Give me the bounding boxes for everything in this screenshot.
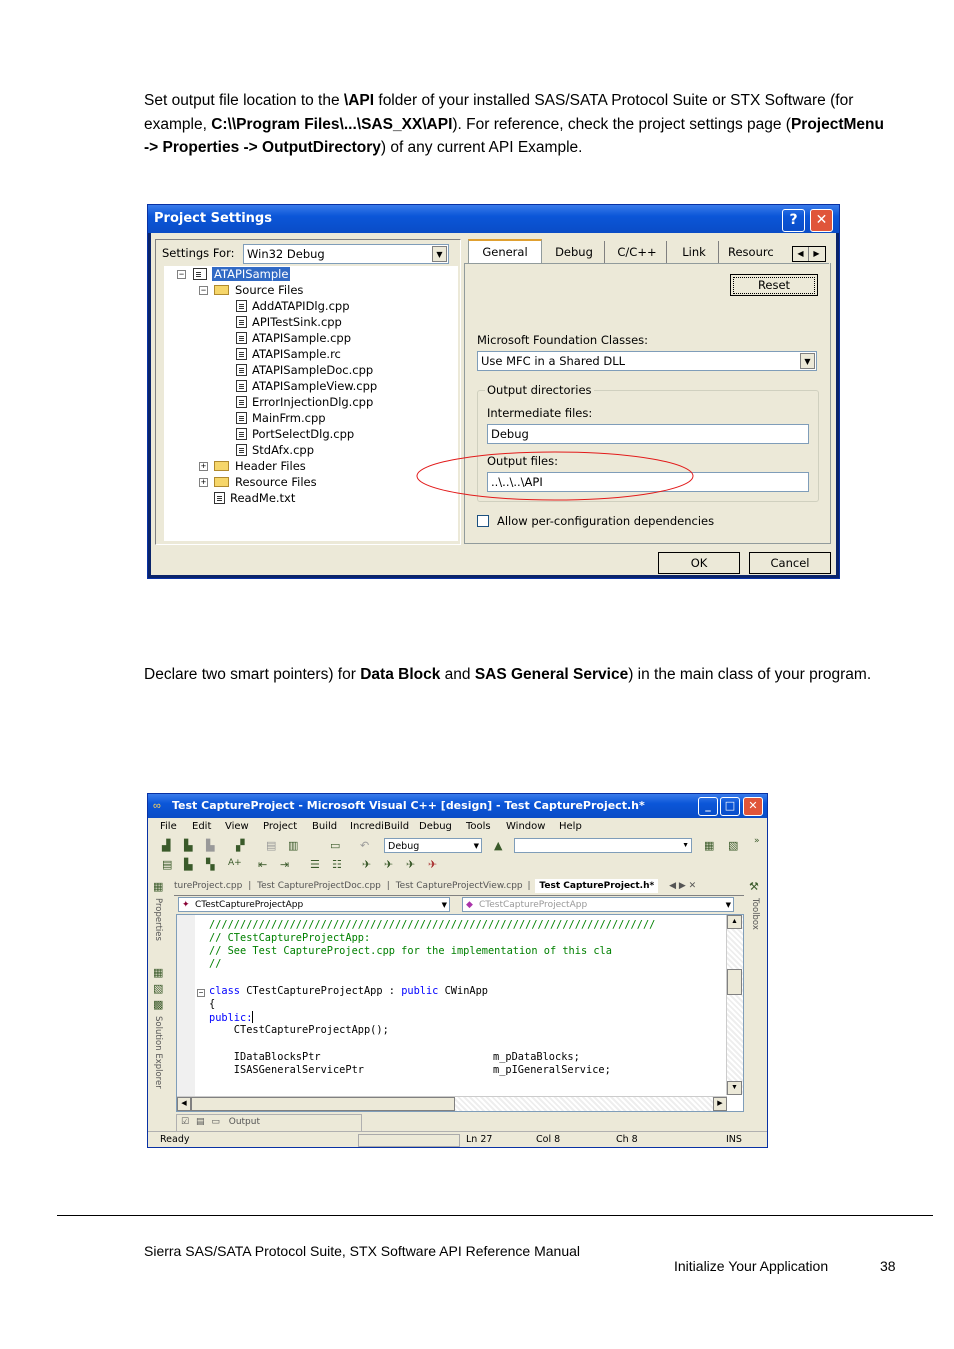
settings-for-label: Settings For: <box>162 246 235 260</box>
tree-file-label: MainFrm.cpp <box>252 411 326 425</box>
status-char: Ch 8 <box>616 1134 638 1145</box>
editor-gutter <box>177 915 195 1111</box>
tab-resource[interactable]: Resourc <box>728 245 774 259</box>
solution-dock-icon-1[interactable]: ▦ <box>153 966 164 979</box>
save-all-icon[interactable]: ▥ <box>288 839 299 852</box>
bottom-tabs <box>176 1114 362 1132</box>
tab-scroll[interactable] <box>792 246 826 262</box>
code-line: // <box>209 958 222 970</box>
collapse-icon[interactable]: − <box>178 269 185 279</box>
solution-explorer-icon[interactable]: ▦ <box>704 839 715 852</box>
object-browser-icon[interactable]: ▚ <box>206 858 215 871</box>
class-combo[interactable] <box>178 897 450 912</box>
reset-button[interactable] <box>730 274 818 296</box>
project-settings-dialog <box>147 204 840 579</box>
code-line: m_pDataBlocks; <box>493 1051 580 1063</box>
comment-icon[interactable]: ☰ <box>310 858 320 871</box>
data-block-term: Data Block <box>360 666 441 683</box>
intro-text: ) of any current API Example. <box>380 139 583 156</box>
toolbars <box>148 834 767 876</box>
maximize-icon: □ <box>724 799 736 812</box>
close-button[interactable] <box>810 209 833 232</box>
command-window-icon[interactable]: ▤ <box>195 1117 205 1127</box>
cancel-button[interactable]: Cancel <box>749 552 831 574</box>
tree-resource-files[interactable] <box>214 475 317 489</box>
intro-paragraph <box>144 89 884 160</box>
tab-nav-icon[interactable]: ◀ ▶ ✕ <box>669 881 697 891</box>
find-combo[interactable] <box>514 838 692 853</box>
tab-general[interactable]: General <box>468 239 542 263</box>
menu-help[interactable]: Help <box>559 821 582 832</box>
mfc-value: Use MFC in a Shared DLL <box>481 354 626 368</box>
tree-source-files-label: Source Files <box>235 283 304 297</box>
middle-text: Declare two smart pointers) for <box>144 666 361 683</box>
h-scroll-thumb[interactable] <box>191 1097 455 1111</box>
scroll-left-icon[interactable]: ◀ <box>177 1097 191 1111</box>
menu-edit[interactable]: Edit <box>192 821 212 832</box>
status-ins: INS <box>726 1134 742 1145</box>
next-bookmark-icon[interactable]: ✈ <box>384 858 394 871</box>
tree-file-label: StdAfx.cpp <box>252 443 314 457</box>
allow-checkbox[interactable] <box>477 515 489 527</box>
keyword: public: <box>209 1012 253 1024</box>
tree-header-files-label: Header Files <box>235 459 306 473</box>
cpp-file-icon <box>236 444 247 456</box>
add-item-icon[interactable]: ▙ <box>184 839 193 852</box>
intro-text: ). For reference, check the project settings page ( <box>452 115 791 133</box>
menu-tools[interactable]: Tools <box>466 821 491 832</box>
status-line: Ln 27 <box>466 1134 493 1145</box>
config-value: Debug <box>388 841 420 852</box>
solution-dock-icon-2[interactable]: ▧ <box>153 982 164 995</box>
menu-project[interactable]: Project <box>263 821 298 832</box>
keyword: class <box>209 985 240 997</box>
vertical-scrollbar[interactable] <box>726 915 743 1095</box>
tree-header-files[interactable] <box>214 459 306 473</box>
intermediate-files-label: Intermediate files: <box>487 406 593 420</box>
intro-api-folder: \API <box>343 92 375 109</box>
tree-file-label: ATAPISampleDoc.cpp <box>252 363 374 377</box>
reset-label: Reset <box>733 277 815 294</box>
menu-build[interactable]: Build <box>312 821 338 832</box>
class-icon: ✦ <box>182 900 190 910</box>
vs-app-icon: ∞ <box>153 800 161 812</box>
minimize-icon: _ <box>705 799 711 812</box>
maximize-button[interactable] <box>720 797 740 816</box>
tree-file-item[interactable] <box>236 347 341 361</box>
vs-title: Test CaptureProject - Microsoft Visual C++ [design] - Test CaptureProject.h* <box>148 794 767 818</box>
allow-label: Allow per-configuration dependencies <box>497 514 715 528</box>
code-line: CTestCaptureProjectApp(); <box>209 1024 389 1036</box>
code-editor[interactable] <box>176 914 744 1112</box>
tree-file-item[interactable] <box>236 395 373 409</box>
intro-example-path: C:\\Program Files\...\SAS_XX\API <box>211 115 453 133</box>
settings-for-value: Win32 Debug <box>247 247 325 261</box>
close-icon: ✕ <box>815 212 828 228</box>
tree-file-item[interactable] <box>236 443 314 457</box>
tree-root-label: ATAPISample <box>214 267 289 281</box>
tree-root[interactable] <box>193 267 290 281</box>
document-tabs: tureProject.cpp | Test CaptureProjectDoc.cpp | Test CaptureProjectView.cpp | Test CaptureProject.h* ◀ ▶ ✕ <box>174 878 744 896</box>
resource-view-icon[interactable]: ▙ <box>184 858 193 871</box>
properties-dock-tab[interactable]: Properties <box>153 898 163 941</box>
expand-icon[interactable]: + <box>200 461 207 471</box>
tab-cpp[interactable]: C/C++ <box>608 241 667 263</box>
copy-icon[interactable]: ▤ <box>266 839 277 852</box>
menu-window[interactable]: Window <box>506 821 546 832</box>
tree-file-item[interactable] <box>236 363 373 377</box>
vs-close-button[interactable] <box>743 797 763 816</box>
footer-page-number: 38 <box>880 1258 896 1274</box>
status-ready: Ready <box>160 1134 190 1145</box>
text-file-icon <box>214 492 225 504</box>
general-service-term: SAS General Service <box>474 666 629 683</box>
open-folder-icon[interactable]: ▭ <box>330 839 341 852</box>
project-icon <box>193 268 207 280</box>
footer-rule <box>57 1215 933 1216</box>
tree-readme-label: ReadMe.txt <box>230 491 296 505</box>
middle-text: ) in the main class of your program. <box>628 666 872 683</box>
code-line: ISASGeneralServicePtr <box>209 1064 364 1076</box>
member-combo-value: CTestCaptureProjectApp <box>479 900 588 910</box>
left-dock-strip <box>150 878 170 1112</box>
chevron-down-icon: ▼ <box>682 842 689 849</box>
output-tab[interactable]: Output <box>228 1117 260 1127</box>
clear-bookmarks-icon[interactable]: ✈ <box>428 858 438 871</box>
intro-text: Set output file location to the <box>144 92 344 109</box>
status-column: Col 8 <box>536 1134 561 1145</box>
keyword: public <box>401 985 439 997</box>
scroll-thumb[interactable] <box>727 969 742 995</box>
status-progress <box>358 1134 460 1147</box>
task-list-icon[interactable]: ☑ <box>181 1117 190 1127</box>
properties-icon[interactable]: ▧ <box>728 839 739 852</box>
cpp-file-icon <box>236 316 247 328</box>
tree-file-label: ATAPISampleView.cpp <box>252 379 378 393</box>
arrow-right-icon[interactable]: ▶ <box>813 249 820 258</box>
cpp-file-icon <box>236 412 247 424</box>
help-button[interactable] <box>782 209 805 232</box>
tree-file-label: PortSelectDlg.cpp <box>252 427 355 441</box>
class-combo-value: CTestCaptureProjectApp <box>195 900 304 910</box>
bookmark-icon[interactable]: ✈ <box>362 858 372 871</box>
undo-icon[interactable]: ↶ <box>360 839 370 852</box>
font-icon[interactable]: A+ <box>228 858 242 868</box>
solution-explorer-dock-tab[interactable]: Solution Explorer <box>153 1016 163 1089</box>
tree-file-item[interactable] <box>236 427 354 441</box>
tree-file-label: ATAPISample.rc <box>252 347 341 361</box>
right-dock-strip <box>746 878 766 938</box>
tree-resource-files-label: Resource Files <box>235 475 317 489</box>
red-highlight-ellipse <box>414 449 696 503</box>
code-line: // CTestCaptureProjectApp: <box>209 932 371 944</box>
collapse-icon[interactable]: − <box>200 285 207 295</box>
code-line: m_pIGeneralService; <box>493 1064 611 1076</box>
cpp-file-icon <box>236 348 247 360</box>
folder-icon <box>214 477 229 487</box>
text-cursor <box>252 1011 253 1023</box>
close-icon: ✕ <box>748 799 758 812</box>
indent-icon[interactable]: ⇥ <box>280 858 290 871</box>
dialog-title: Project Settings <box>148 205 839 233</box>
chevron-down-icon[interactable]: ▼ <box>800 353 815 369</box>
toolbox-dock-tab[interactable]: Toolbox <box>750 898 760 930</box>
tab-strip <box>464 239 829 264</box>
status-bar <box>148 1131 767 1147</box>
chevron-down-icon[interactable]: ▼ <box>432 246 447 262</box>
code-line: IDataBlocksPtr <box>209 1051 321 1063</box>
tree-file-label: AddATAPIDlg.cpp <box>252 299 350 313</box>
middle-paragraph <box>144 663 884 687</box>
output-files-label: Output files: <box>487 454 558 468</box>
folder-icon <box>214 461 229 471</box>
tree-file-item[interactable] <box>236 331 351 345</box>
code-line: { <box>209 998 216 1010</box>
tree-file-item[interactable] <box>236 379 377 393</box>
outdent-icon[interactable]: ⇤ <box>258 858 268 871</box>
cpp-file-icon <box>236 396 247 408</box>
menu-incredibuild[interactable]: IncrediBuild <box>350 821 410 832</box>
toolbox-icon[interactable]: ⚒ <box>749 880 759 893</box>
doc-tab-view-cpp[interactable]: Test CaptureProjectView.cpp <box>395 881 523 891</box>
menu-file[interactable]: File <box>160 821 177 832</box>
arrow-left-icon[interactable]: ◀ <box>793 247 809 261</box>
doc-tab-cpp[interactable]: tureProject.cpp <box>174 881 243 891</box>
method-icon: ◆ <box>466 900 473 910</box>
output-files-input[interactable]: ..\..\..\API <box>487 472 809 492</box>
find-icon[interactable]: ▲ <box>494 839 503 852</box>
intro-text: folder of your installed SAS/SATA Protocol Suite or STX Software (for example, <box>144 92 854 133</box>
output-icon[interactable]: ▭ <box>211 1117 220 1127</box>
mfc-select[interactable] <box>477 351 817 371</box>
middle-text: and <box>440 666 475 683</box>
mfc-label: Microsoft Foundation Classes: <box>477 333 649 347</box>
visual-studio-window <box>147 793 768 1148</box>
scroll-up-icon[interactable]: ▲ <box>727 915 742 929</box>
member-combo[interactable] <box>462 897 734 912</box>
tab-debug[interactable]: Debug <box>544 241 605 263</box>
config-select[interactable] <box>384 838 482 853</box>
cpp-file-icon <box>236 364 247 376</box>
tree-readme[interactable] <box>214 491 295 505</box>
cpp-file-icon <box>236 300 247 312</box>
help-icon: ? <box>789 212 798 228</box>
chevron-down-icon: ▼ <box>473 842 479 850</box>
tree-file-item[interactable] <box>236 315 342 329</box>
code-text: CWinApp <box>438 985 488 997</box>
cpp-file-icon <box>236 380 247 392</box>
menu-debug[interactable]: Debug <box>419 821 452 832</box>
prev-bookmark-icon[interactable]: ✈ <box>406 858 416 871</box>
code-line <box>209 1011 253 1025</box>
doc-tab-doc-cpp[interactable]: Test CaptureProjectDoc.cpp <box>257 881 381 891</box>
menu-view[interactable]: View <box>225 821 249 832</box>
chevron-down-icon: ▼ <box>441 901 447 909</box>
class-view-icon[interactable]: ▤ <box>162 858 173 871</box>
ok-button[interactable]: OK <box>658 552 740 574</box>
tab-link[interactable]: Link <box>670 241 719 263</box>
tree-file-label: APITestSink.cpp <box>252 315 342 329</box>
scroll-right-icon[interactable]: ▶ <box>713 1097 727 1111</box>
uncomment-icon[interactable]: ☷ <box>332 858 342 871</box>
minimize-button[interactable] <box>698 797 718 816</box>
open-icon[interactable]: ▞ <box>236 839 245 852</box>
code-line: //////////////////////////////////////////////////////////////////////// <box>209 919 656 931</box>
cpp-file-icon <box>236 332 247 344</box>
tree-file-item[interactable] <box>236 411 326 425</box>
cpp-file-icon <box>236 428 247 440</box>
add-item-disabled-icon[interactable]: ▙ <box>206 839 215 852</box>
code-line: // See Test CaptureProject.cpp for the implementation of this cla <box>209 945 612 957</box>
properties-dock-icon[interactable]: ▦ <box>153 880 164 893</box>
settings-for-select[interactable] <box>243 244 449 264</box>
intermediate-files-input[interactable]: Debug <box>487 424 809 444</box>
solution-dock-icon-3[interactable]: ▩ <box>153 998 164 1011</box>
output-directories-label: Output directories <box>487 383 592 397</box>
horizontal-scrollbar[interactable] <box>177 1096 727 1111</box>
intro-menu-path: ProjectMenu -> Properties -> OutputDirectory <box>144 115 884 156</box>
tree-source-files[interactable] <box>214 283 303 297</box>
scroll-down-icon[interactable]: ▼ <box>727 1081 742 1095</box>
code-text: CTestCaptureProjectApp : <box>240 985 402 997</box>
tree-file-label: ErrorInjectionDlg.cpp <box>252 395 374 409</box>
new-project-icon[interactable]: ▟ <box>162 839 171 852</box>
tree-file-label: ATAPISample.cpp <box>252 331 351 345</box>
dialog-body <box>151 233 836 575</box>
chevron-down-icon: ▼ <box>725 901 731 909</box>
doc-tab-header-active[interactable]: Test CaptureProject.h* <box>535 879 658 893</box>
tree-file-item[interactable] <box>236 299 350 313</box>
collapse-icon[interactable]: − <box>198 988 204 997</box>
folder-open-icon <box>214 285 229 295</box>
expand-icon[interactable]: + <box>200 477 207 487</box>
footer-section: Initialize Your Application <box>674 1258 829 1274</box>
overflow-icon[interactable]: » <box>754 836 760 846</box>
footer-manual-title: Sierra SAS/SATA Protocol Suite, STX Software API Reference Manual <box>144 1243 581 1259</box>
code-line-class <box>209 985 488 998</box>
